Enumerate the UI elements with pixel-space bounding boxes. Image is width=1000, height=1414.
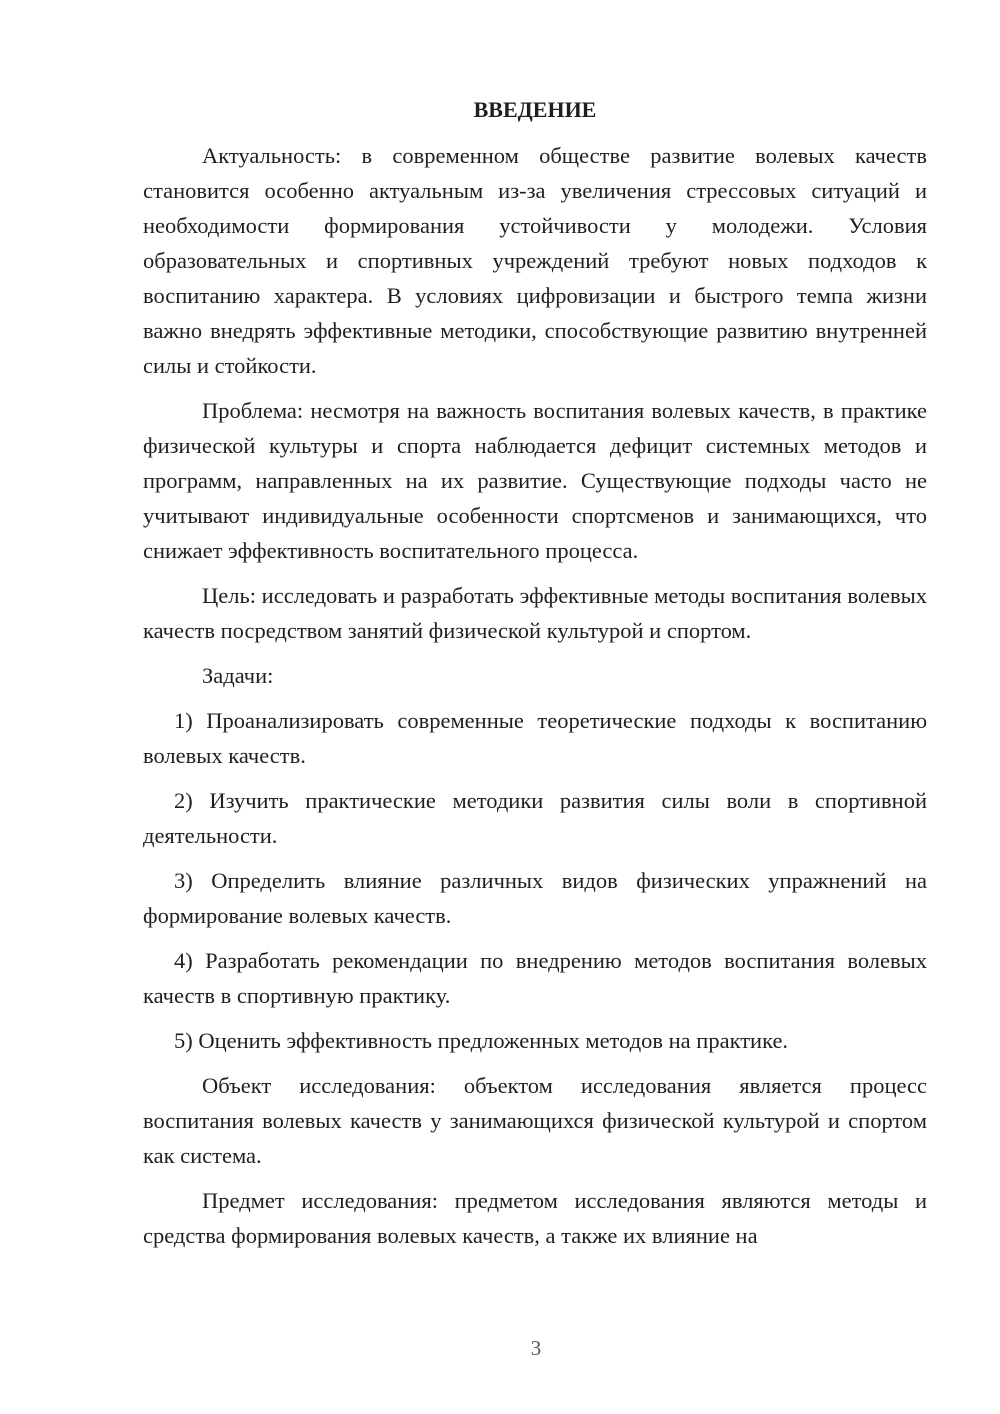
task-item: 4) Разработать рекомендации по внедрению методов воспитания волевых качеств в спортивную практику. <box>143 948 927 1008</box>
paragraph-subject: Предмет исследования: предметом исследования являются методы и средства формирования волевых качеств, а также их влияние на <box>143 1188 927 1248</box>
task-item: 3) Определить влияние различных видов физических упражнений на формирование волевых качеств. <box>143 868 927 928</box>
section-title: ВВЕДЕНИЕ <box>473 97 597 122</box>
paragraph-relevance: Актуальность: в современном обществе развитие волевых качеств становится особенно актуальным из-за увеличения стрессовых ситуаций и необходимости формирования устойчивости у молодежи. Условия образовательных и спортивных учреждений требуют новых подходов к воспитанию характера. В условиях цифровизации и быстрого темпа жизни важно внедрять эффективные методики, способствующие развитию внутренней силы и стойкости. <box>143 143 927 378</box>
task-item: 1) Проанализировать современные теоретические подходы к воспитанию волевых качеств. <box>143 708 927 768</box>
page-number: 3 <box>530 1336 542 1360</box>
page-content <box>143 95 927 1263</box>
paragraph-problem: Проблема: несмотря на важность воспитания волевых качеств, в практике физической культуры и спорта наблюдается дефицит системных методов и программ, направленных на их развитие. Существующие подходы часто не учитывают индивидуальные особенности спортсменов и занимающихся, что снижает эффективность воспитательного процесса. <box>143 398 927 563</box>
paragraph-object: Объект исследования: объектом исследования является процесс воспитания волевых качеств у занимающихся физической культурой и спортом как система. <box>143 1073 927 1168</box>
tasks-heading: Задачи: <box>202 663 274 688</box>
task-item: 5) Оценить эффективность предложенных методов на практике. <box>174 1028 789 1053</box>
paragraph-goal: Цель: исследовать и разработать эффективные методы воспитания волевых качеств посредством занятий физической культурой и спортом. <box>143 583 927 643</box>
task-item: 2) Изучить практические методики развития силы воли в спортивной деятельности. <box>143 788 927 848</box>
